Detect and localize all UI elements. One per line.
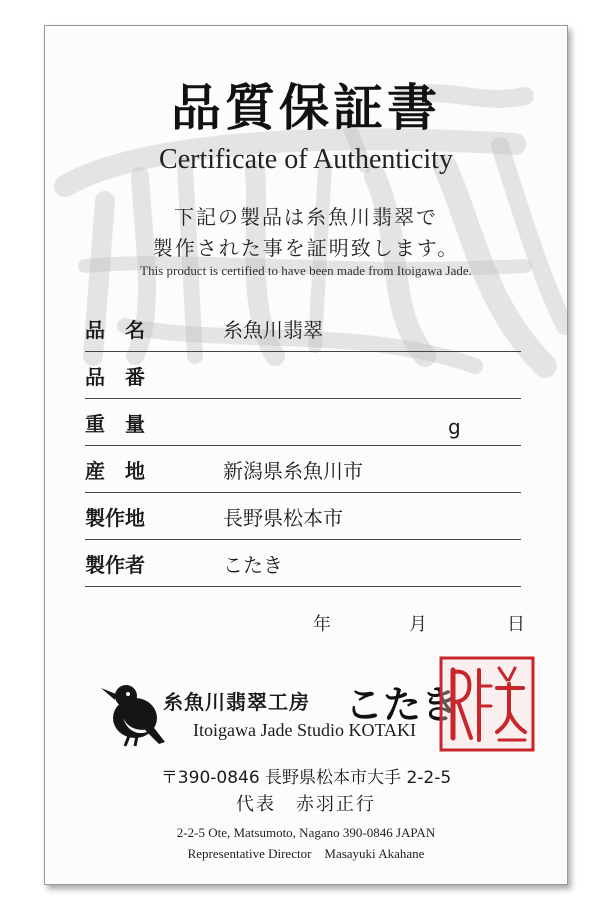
red-seal-stamp <box>439 656 535 752</box>
field-value: こたき <box>223 553 283 577</box>
address-ja: 〒390-0846 長野県松本市大手 2-2-5 <box>160 768 452 788</box>
certificate-card <box>44 25 568 885</box>
date-month-label: 月 <box>409 614 427 635</box>
field-label: 品 番 <box>85 365 145 389</box>
brand-name-en: Itoigawa Jade Studio KOTAKI <box>193 720 417 740</box>
field-row-product-name <box>85 305 521 352</box>
field-label: 重 量 <box>85 412 145 436</box>
address-en: 2-2-5 Ote, Matsumoto, Nagano 390-0846 JAPAN <box>176 825 436 840</box>
statement-en: This product is certified to have been made from Itoigawa Jade. <box>140 263 472 278</box>
kingfisher-bird-icon <box>99 678 165 748</box>
certificate-subtitle: Certificate of Authenticity <box>159 144 453 175</box>
field-value: 糸魚川翡翠 <box>223 318 323 342</box>
representative-ja: 代表 赤羽正行 <box>236 794 376 815</box>
field-label: 品 名 <box>85 318 145 342</box>
field-row-production-place <box>85 493 521 540</box>
brand-name-kana: こたき <box>345 683 460 727</box>
date-year-label: 年 <box>313 614 331 635</box>
weight-unit: g <box>448 415 461 439</box>
field-label: 製作者 <box>85 553 145 577</box>
date-day-label: 日 <box>507 614 525 635</box>
statement-ja-line1: 下記の製品は糸魚川翡翠で <box>174 205 438 229</box>
field-row-weight <box>85 399 521 446</box>
field-row-maker <box>85 540 521 587</box>
field-row-origin <box>85 446 521 493</box>
field-label: 製作地 <box>85 506 145 530</box>
field-label: 産 地 <box>85 459 145 483</box>
field-value: 長野県松本市 <box>223 506 343 530</box>
representative-en: Representative Director Masayuki Akahane <box>187 846 425 861</box>
brand-name-ja: 糸魚川翡翠工房 <box>163 690 310 714</box>
field-row-product-number <box>85 352 521 399</box>
certificate-title: 品質保証書 <box>171 78 441 137</box>
statement-ja-line2: 製作された事を証明致します。 <box>152 236 460 260</box>
field-value: 新潟県糸魚川市 <box>223 459 363 483</box>
